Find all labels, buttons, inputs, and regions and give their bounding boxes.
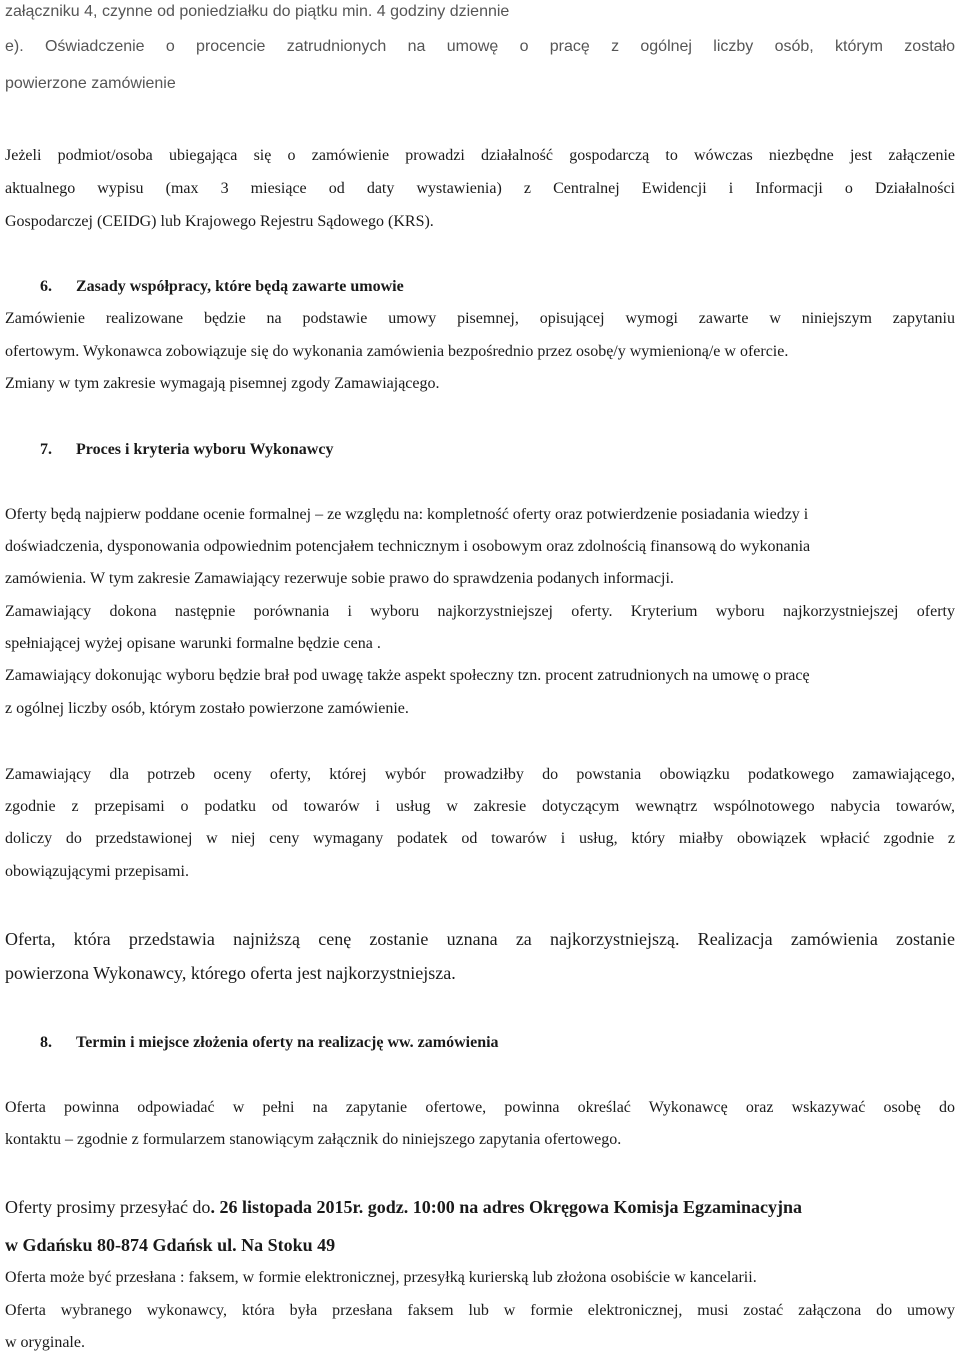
text-line: zamówienia. W tym zakresie Zamawiający rezerwuje sobie prawo do sprawdzenia podanych informacji. <box>5 570 674 587</box>
section-number: 6. <box>40 278 52 295</box>
text-line: zgodnie z przepisami o podatku od towarów i usług w zakresie dotyczącym wewnątrz wspólnotowego nabycia towarów, <box>5 798 955 815</box>
section-number: 7. <box>40 441 52 458</box>
text-line: spełniającej wyżej opisane warunki formalne będzie cena . <box>5 635 381 652</box>
text-line: Oferta, która przedstawia najniższą cenę zostanie uznana za najkorzystniejszą. Realizacja zamówienia zostanie <box>5 929 955 949</box>
text-line: Zamówienie realizowane będzie na podstawie umowy pisemnej, opisującej wymogi zawarte w niniejszym zapytaniu <box>5 310 955 327</box>
text-line: Gospodarczej (CEIDG) lub Krajowego Rejestru Sądowego (KRS). <box>5 213 434 230</box>
text-line: załączniku 4, czynne od poniedziałku do piątku min. 4 godziny dziennie <box>5 3 510 20</box>
submission-address: w Gdańsku 80-874 Gdańsk ul. Na Stoku 49 <box>5 1235 336 1255</box>
section-title: Termin i miejsce złożenia oferty na realizację ww. zamówienia <box>76 1034 499 1051</box>
section-title: Zasady współpracy, które będą zawarte umowie <box>76 278 404 295</box>
section-heading-6 <box>40 277 940 297</box>
text-line: Zamawiający dla potrzeb oceny oferty, której wybór prowadziłby do powstania obowiązku podatkowego zamawiającego, <box>5 766 955 783</box>
text-line: Jeżeli podmiot/osoba ubiegająca się o zamówienie prowadzi działalność gospodarczą to wówczas niezbędne jest załączenie <box>5 147 955 164</box>
text-line: aktualnego wypisu (max 3 miesiące od daty wystawienia) z Centralnej Ewidencji i Informacji o Działalności <box>5 180 955 197</box>
text-line: e). Oświadczenie o procencie zatrudnionych na umowę o pracę z ogólnej liczby osób, którym zostało <box>5 38 955 55</box>
text-line: kontaktu – zgodnie z formularzem stanowiącym załącznik do niniejszego zapytania ofertowego. <box>5 1131 622 1148</box>
text-line: z ogólnej liczby osób, którym zostało powierzone zamówienie. <box>5 700 409 717</box>
text-line: Zmiany w tym zakresie wymagają pisemnej zgody Zamawiającego. <box>5 375 440 392</box>
text-line: doliczy do przedstawionej w niej ceny wymagany podatek od towarów i usług, który miałby obowiązek wpłacić zgodnie z <box>5 830 955 847</box>
deadline-details: . 26 listopada 2015r. godz. 10:00 na adres Okręgowa Komisja Egzaminacyjna <box>210 1197 802 1217</box>
text-line: Zamawiający dokonując wyboru będzie brał pod uwagę także aspekt społeczny tzn. procent zatrudnionych na umowę o pracę <box>5 667 810 684</box>
text-line: Oferta może być przesłana : faksem, w formie elektronicznej, przesyłką kurierską lub złożona osobiście w kancelarii. <box>5 1269 757 1286</box>
text-line: Oferta wybranego wykonawcy, która była przesłana faksem lub w formie elektronicznej, musi zostać załączona do umowy <box>5 1302 955 1319</box>
text-line: powierzone zamówienie <box>5 75 176 92</box>
section-heading-7 <box>40 440 940 460</box>
text-line: Oferty będą najpierw poddane ocenie formalnej – ze względu na: kompletność oferty oraz potwierdzenie posiadania wiedzy i <box>5 506 809 523</box>
section-heading-8 <box>40 1033 940 1053</box>
text-line: w oryginale. <box>5 1334 85 1351</box>
submission-deadline-line <box>5 1196 955 1218</box>
text-line: powierzona Wykonawcy, którego oferta jest najkorzystniejsza. <box>5 963 456 983</box>
text-line: Oferta powinna odpowiadać w pełni na zapytanie ofertowe, powinna określać Wykonawcę oraz wskazywać osobę do <box>5 1099 955 1116</box>
deadline-lead: Oferty prosimy przesyłać do <box>5 1197 211 1217</box>
section-number: 8. <box>40 1034 52 1051</box>
text-line: ofertowym. Wykonawca zobowiązuje się do wykonania zamówienia bezpośrednio przez osobę/y wymienioną/e w ofercie. <box>5 343 789 360</box>
text-line: doświadczenia, dysponowania odpowiednim potencjałem technicznym i osobowym oraz zdolnością finansową do wykonania <box>5 538 811 555</box>
text-line: obowiązującymi przepisami. <box>5 863 189 880</box>
section-title: Proces i kryteria wyboru Wykonawcy <box>76 441 334 458</box>
text-line: Zamawiający dokona następnie porównania i wyboru najkorzystniejszej oferty. Kryterium wyboru najkorzystniejszej oferty <box>5 603 955 620</box>
